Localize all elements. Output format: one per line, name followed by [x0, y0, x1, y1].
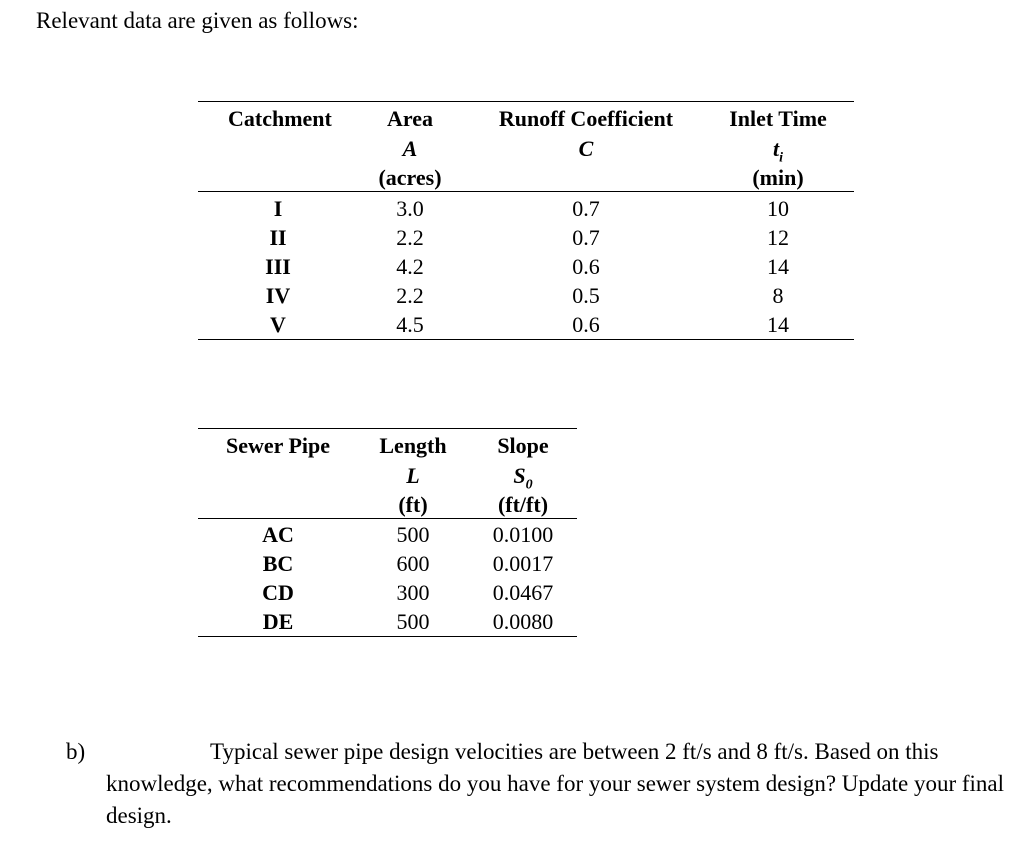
header-area-symbol: A	[402, 136, 418, 161]
table-cell-catchment: V	[270, 312, 286, 337]
table-cell-length: 500	[396, 609, 430, 634]
header-length-unit: (ft)	[398, 492, 428, 517]
table-cell-area: 4.5	[396, 312, 424, 337]
table-cell-c: 0.6	[572, 254, 600, 279]
catchment-table	[198, 101, 854, 341]
sewer-pipe-table	[198, 428, 577, 640]
table-cell-slope: 0.0100	[492, 522, 554, 547]
header-inlet-unit: (min)	[752, 165, 804, 190]
header-area: Area	[386, 106, 434, 131]
header-catchment: Catchment	[228, 106, 332, 131]
header-runoff-coefficient: Runoff Coefficient	[498, 106, 674, 131]
table-top-rule	[198, 101, 854, 102]
table-cell-area: 3.0	[396, 196, 424, 221]
header-slope-symbol: $S_0$	[513, 463, 533, 493]
table-cell-c: 0.5	[572, 283, 600, 308]
table-cell-catchment: III	[265, 254, 291, 279]
question-text: Typical sewer pipe design velocities are between 2 ft/s and 8 ft/s. Based on this knowledge, what recommendations do you have for your sewer system design? Update your final design.	[106, 739, 1005, 828]
table-cell-ti: 10	[767, 196, 789, 221]
table-cell-pipe: DE	[262, 609, 294, 634]
table-cell-length: 300	[396, 580, 430, 605]
header-area-unit: (acres)	[378, 165, 442, 190]
table-cell-area: 2.2	[396, 225, 424, 250]
table-cell-pipe: CD	[262, 580, 294, 605]
table-cell-c: 0.7	[572, 225, 600, 250]
table-bottom-rule	[198, 339, 854, 340]
table-cell-slope: 0.0467	[492, 580, 554, 605]
table-cell-c: 0.7	[572, 196, 600, 221]
intro-text: Relevant data are given as follows:	[36, 8, 359, 33]
table-cell-length: 600	[396, 551, 430, 576]
table-top-rule	[198, 428, 577, 429]
table-cell-pipe: AC	[262, 522, 294, 547]
table-cell-ti: 14	[767, 254, 789, 279]
question-label: b)	[66, 739, 86, 764]
header-runoff-symbol: C	[578, 136, 594, 161]
table-cell-area: 4.2	[396, 254, 424, 279]
table-cell-ti: 8	[772, 283, 784, 308]
header-sewer-pipe: Sewer Pipe	[225, 433, 331, 458]
table-cell-slope: 0.0080	[492, 609, 554, 634]
table-cell-ti: 12	[767, 225, 789, 250]
header-slope: Slope	[497, 433, 549, 458]
header-slope-unit: (ft/ft)	[497, 492, 549, 517]
table-cell-pipe: BC	[262, 551, 294, 576]
table-cell-ti: 14	[767, 312, 789, 337]
table-bottom-rule	[198, 636, 577, 637]
header-inlet-symbol: $t_i$	[772, 136, 783, 166]
header-length-symbol: L	[406, 463, 420, 488]
table-cell-catchment: I	[273, 196, 283, 221]
header-length: Length	[379, 433, 447, 458]
header-inlet-time: Inlet Time	[729, 106, 827, 131]
table-cell-catchment: II	[269, 225, 287, 250]
table-cell-slope: 0.0017	[492, 551, 554, 576]
table-cell-catchment: IV	[265, 283, 291, 308]
table-cell-length: 500	[396, 522, 430, 547]
table-cell-c: 0.6	[572, 312, 600, 337]
table-cell-area: 2.2	[396, 283, 424, 308]
